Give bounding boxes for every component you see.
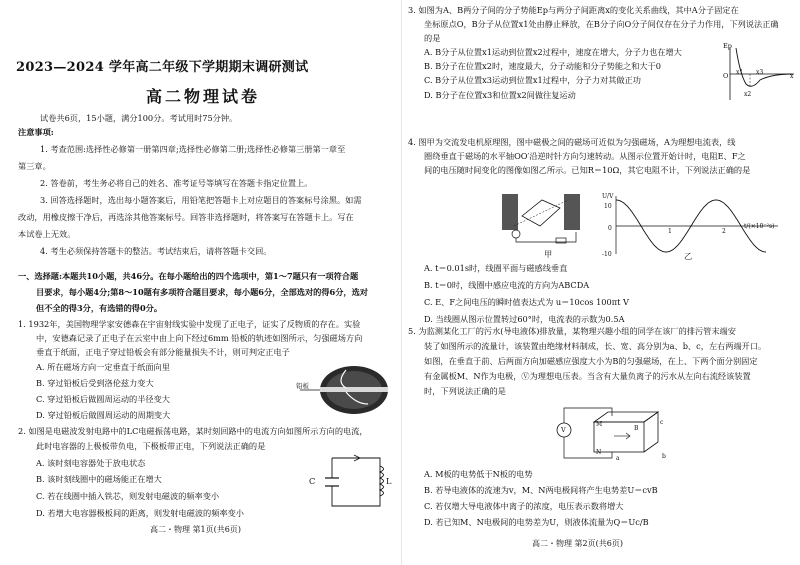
left-page-footer: 高二・物理 第1页(共6页) — [150, 525, 241, 534]
q4-option-a: A. t＝0.01s时，线圈平面与磁感线垂直 — [424, 263, 568, 273]
q4-fig-yi: 乙 — [684, 251, 693, 261]
subject-title: 高二物理试卷 — [146, 87, 261, 106]
q2-option-c: C. 若在线圈中插入铁芯，则发射电磁波的频率变小 — [36, 491, 220, 501]
q2-option-a: A. 该时刻电容器处于放电状态 — [36, 458, 146, 468]
q1-option-c: C. 穿过铅板后做圆周运动的半径变大 — [36, 394, 170, 404]
q5-label-m: M — [596, 421, 603, 428]
q4-stem: 间的电压随时间变化的图像如图乙所示。已知R＝10Ω，其它电阻不计，下列说法正确的是 — [424, 165, 751, 175]
q3-option-d: D. B分子在位置x3和位置x2间做往复运动 — [424, 90, 576, 100]
q1-stem: 中，安德森记录了正电子在云室中由上向下经过6mm 铅板的轨迹如图所示，匀强磁场方向 — [36, 333, 363, 343]
section-instructions: 目要求，每小题4分;第8～10题有多项符合题目要求，每小题6分，全部选对的得6分，选对 — [36, 287, 368, 297]
q5-label-b-field: B — [634, 425, 639, 432]
q5-stem: 时，下列说法正确的是 — [424, 386, 506, 396]
right-page — [404, 0, 800, 565]
q4-xtick-1: 1 — [668, 228, 672, 235]
note-line: 改动，用橡皮擦干净后，再选涂其他答案标号。回答非选择题时，将答案写在答题卡上。写在 — [18, 212, 354, 222]
note-line: 2. 答卷前，考生务必将自己的姓名、准考证号等填写在答题卡指定位置上。 — [40, 178, 313, 188]
q3-axis-x: x — [790, 73, 794, 80]
q1-option-d: D. 穿过铅板后做圆周运动的周期变大 — [36, 410, 171, 420]
q1-figure-label: 铅板 — [296, 382, 309, 390]
q4-stem: 4. 图甲为交流发电机原理图，图中磁极之间的磁场可近似为匀强磁场，A为理想电流表，线 — [408, 137, 736, 147]
q5-stem: 5. 为监测某化工厂的污水(导电液体)排放量，某物理兴趣小组的同学在该厂的排污管末端安 — [408, 326, 736, 336]
note-line: 4. 考生必须保持答题卡的整洁。考试结束后，请将答题卡交回。 — [40, 246, 272, 256]
q4-graph-ylabel: U/V — [602, 193, 614, 200]
page-divider — [401, 0, 402, 565]
note-line: 本试卷上无效。 — [18, 229, 76, 239]
q2-label-c: C — [309, 476, 316, 486]
right-page-footer: 高二・物理 第2页(共6页) — [532, 539, 623, 548]
q3-stem: 3. 如图为A、B两分子间的分子势能Ep与两分子间距离x的变化关系曲线，其中A分子固定在 — [408, 5, 739, 15]
q1-option-b: B. 穿过铅板后受到洛伦兹力变大 — [36, 378, 154, 388]
note-line: 1. 考查范围:选择性必修第一册第四章;选择性必修第二册;选择性必修第三册第一章至 — [40, 144, 346, 154]
q5-label-a: a — [616, 455, 620, 462]
q1-option-a: A. 所在磁场方向一定垂直于纸面向里 — [36, 362, 170, 372]
q4-ytick-10: 10 — [604, 203, 612, 210]
q2-label-l: L — [386, 476, 392, 486]
q2-stem: 此时电容器的上极板带负电，下极板带正电，下列说法正确的是 — [36, 441, 266, 451]
q3-option-b: B. B分子在位置x2时，速度最大，分子动能和分子势能之和大于0 — [424, 61, 661, 71]
q3-label-x2: x2 — [744, 91, 752, 98]
q4-xtick-2: 2 — [722, 228, 726, 235]
q4-option-d: D. 当线圈从图示位置转过60°时，电流表的示数为0.5A — [424, 314, 625, 324]
q3-label-x3: x3 — [756, 69, 764, 76]
q5-stem: 有金属板M、N作为电极，Ⓥ为理想电压表。当含有大量负离子的污水从左向右流经该装置 — [424, 371, 751, 381]
q4-ytick-0: 0 — [608, 225, 612, 232]
q4-option-b: B. t＝0时，线圈中感应电流的方向为ABCDA — [424, 280, 590, 290]
q4-fig-jia: 甲 — [544, 249, 553, 259]
q3-label-x1: x1 — [736, 69, 744, 76]
note-line: 3. 回答选择题时，选出每小题答案后，用铅笔把答题卡上对应题目的答案标号涂黑。如需 — [40, 195, 362, 205]
q4-graph-xlabel: t/(×10⁻²s) — [744, 223, 775, 230]
section-instructions: 一、选择题:本题共10小题，共46分。在每小题给出的四个选项中，第1～7题只有一项符合题 — [18, 271, 359, 281]
q5-label-n: N — [596, 449, 602, 456]
q5-label-v: V — [561, 426, 566, 434]
q5-option-c: C. 若仅增大导电液体中离子的浓度，电压表示数将增大 — [424, 501, 624, 511]
q4-ytick-neg10: -10 — [602, 251, 612, 258]
q5-stem: 装了如图所示的流量计，该装置由绝缘材料制成，长、宽、高分别为a、b、c，左右两端开口。 — [424, 341, 767, 351]
q2-option-b: B. 该时刻线圈中的磁场能正在增大 — [36, 474, 162, 484]
exam-title: 2023—2024 学年高二年级下学期期末调研测试 — [16, 60, 309, 75]
q3-stem: 的是 — [424, 33, 441, 43]
q3-option-c: C. B分子从位置x3运动到位置x1过程中，分子力对其做正功 — [424, 75, 641, 85]
q2-stem: 2. 如图是电磁波发射电路中的LC电磁振荡电路，某时刻回路中的电流方向如图所示方向的电流， — [18, 426, 368, 436]
q1-stem: 垂直于纸面，正电子穿过铅板会有部分能量损失不计，则可判定正电子 — [36, 347, 290, 357]
q5-option-a: A. M板的电势低于N板的电势 — [424, 469, 533, 479]
exam-info: 试卷共6页，15小题，满分100分。考试用时75分钟。 — [40, 113, 238, 123]
section-instructions: 但不全的得3分，有选错的得0分。 — [36, 303, 163, 313]
q5-flowmeter-figure — [554, 400, 674, 466]
q4-stem: 圈绕垂直于磁场的水平轴OO′沿逆时针方向匀速转动。从图示位置开始计时，电阻E、F之 — [424, 151, 746, 161]
note-line: 第三章。 — [18, 161, 51, 171]
q3-option-a: A. B分子从位置x1运动到位置x2过程中，速度在增大，分子力也在增大 — [424, 47, 682, 57]
q1-stem: 1. 1932年，美国物理学家安德森在宇宙射线实验中发现了正电子，证实了反物质的存在。实验 — [18, 319, 361, 329]
q4-option-c: C. E、F之间电压的瞬时值表达式为 u＝10cos 100πt V — [424, 297, 629, 307]
q3-stem: 坐标原点O，B分子从位置x1处由静止释放，在B分子向O分子间仅存在分子力作用，下列说法正确 — [424, 19, 779, 29]
notes-heading: 注意事项: — [18, 127, 54, 137]
q5-stem: 如图，在垂直于前、后两面方向加磁感应强度大小为B的匀强磁场，在上、下两个面分别固定 — [424, 356, 758, 366]
q1-cloud-chamber-figure — [298, 364, 392, 416]
q4-generator-figure — [496, 186, 592, 246]
q5-option-b: B. 若导电液体的流速为v，M、N两电极间将产生电势差U＝cvB — [424, 485, 658, 495]
q5-option-d: D. 若已知M、N电极间的电势差为U，则液体流量为Q＝Uc/B — [424, 517, 649, 527]
q3-origin: O — [723, 72, 729, 80]
q5-label-c: c — [660, 419, 664, 426]
q3-axis-ep: Ep — [723, 42, 732, 50]
q2-option-d: D. 若增大电容器极板间的距离，则发射电磁波的频率变小 — [36, 508, 244, 518]
q2-lc-circuit-figure — [318, 452, 394, 512]
q5-label-b: b — [662, 453, 666, 460]
